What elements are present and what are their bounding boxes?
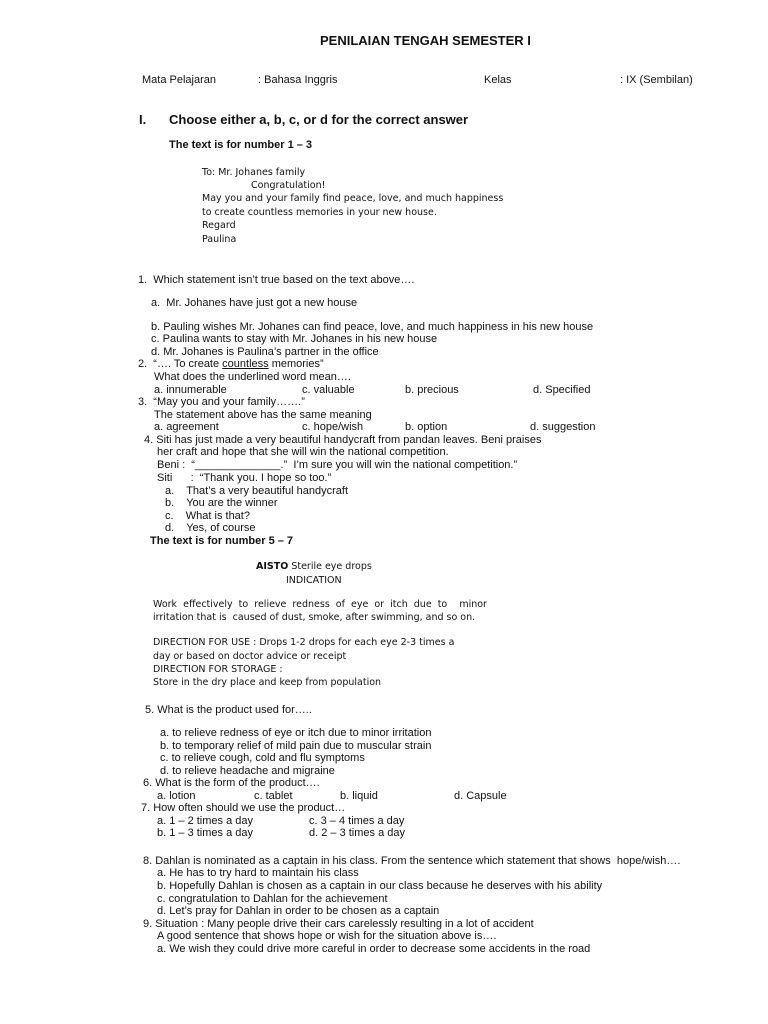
q4-option-a: a. That’s a very beautiful handycraft bbox=[165, 485, 349, 497]
page-title: PENILAIAN TENGAH SEMESTER I bbox=[320, 33, 531, 48]
section-title: Choose either a, b, c, or d for the correct answer bbox=[169, 112, 469, 127]
q2-option-c: c. valuable bbox=[302, 384, 355, 396]
q1-option-a: a. Mr. Johanes have just got a new house bbox=[151, 297, 358, 309]
q3-option-a: a. agreement bbox=[154, 421, 219, 433]
indication-line: Work effectively to relieve redness of eye or itch due to minor bbox=[153, 599, 487, 610]
q7-option-c: c. 3 – 4 times a day bbox=[309, 815, 405, 827]
q2-question: What does the underlined word mean…. bbox=[154, 371, 351, 383]
letter-line: Regard bbox=[202, 220, 236, 231]
q6-option-a: a. lotion bbox=[157, 790, 196, 802]
letter-line: to create countless memories in your new house. bbox=[202, 207, 437, 218]
q8-option-c: c. congratulation to Dahlan for the achievement bbox=[157, 893, 388, 905]
q5-option-c: c. to relieve cough, cold and flu symptoms bbox=[160, 752, 365, 764]
section-number: I. bbox=[139, 112, 147, 127]
subject-value: : Bahasa Inggris bbox=[258, 74, 338, 86]
q6-option-c: c. tablet bbox=[254, 790, 293, 802]
q9-option-a: a. We wish they could drive more careful in order to decrease some accidents in the road bbox=[157, 943, 591, 955]
q3-question: The statement above has the same meaning bbox=[154, 409, 372, 421]
q5-option-b: b. to temporary relief of mild pain due to muscular strain bbox=[160, 740, 432, 752]
direction-for-storage-label: DIRECTION FOR STORAGE : bbox=[153, 664, 283, 675]
q8-option-d: d. Let’s pray for Dahlan in order to be chosen as a captain bbox=[157, 905, 440, 917]
q4-option-c: c. What is that? bbox=[165, 510, 250, 522]
class-label: Kelas bbox=[484, 74, 512, 86]
question-3: 3. “May you and your family…….” bbox=[138, 396, 305, 408]
direction-for-use-line: day or based on doctor advice or receipt bbox=[153, 651, 347, 662]
q7-option-d: d. 2 – 3 times a day bbox=[309, 827, 405, 839]
class-value: : IX (Sembilan) bbox=[620, 74, 693, 86]
q6-option-d: d. Capsule bbox=[454, 790, 507, 802]
q4-option-d: d. Yes, of course bbox=[165, 522, 256, 534]
q3-option-c: c. hope/wish bbox=[302, 421, 364, 433]
q7-option-b: b. 1 – 3 times a day bbox=[157, 827, 253, 839]
letter-line: Paulina bbox=[202, 234, 237, 245]
q8-option-b: b. Hopefully Dahlan is chosen as a captain in our class because he deserves with his ability bbox=[157, 880, 603, 892]
q2-option-b: b. precious bbox=[405, 384, 459, 396]
question-9: 9. Situation : Many people drive their cars carelessly resulting in a lot of accident bbox=[143, 918, 534, 930]
q4-line: Beni : “______________.” I’m sure you will win the national competition.” bbox=[157, 459, 518, 471]
question-4: 4. Siti has just made a very beautiful handycraft from pandan leaves. Beni praises bbox=[144, 434, 542, 446]
q9-question: A good sentence that shows hope or wish for the situation above is…. bbox=[157, 930, 497, 942]
text-heading-5-7: The text is for number 5 – 7 bbox=[150, 535, 294, 547]
letter-line: May you and your family find peace, love, and much happiness bbox=[202, 193, 504, 204]
indication-heading: INDICATION bbox=[286, 575, 342, 586]
q4-option-b: b. You are the winner bbox=[165, 497, 278, 509]
question-5: 5. What is the product used for….. bbox=[145, 704, 312, 716]
q1-option-c: c. Paulina wants to stay with Mr. Johanes in his new house bbox=[151, 333, 438, 345]
question-6: 6. What is the form of the product…. bbox=[143, 777, 320, 789]
question-1: 1. Which statement isn’t true based on the text above…. bbox=[138, 274, 415, 286]
q2-option-d: d. Specified bbox=[533, 384, 591, 396]
q4-line: Siti : “Thank you. I hope so too.” bbox=[157, 472, 332, 484]
product-name: AISTO Sterile eye drops bbox=[256, 561, 372, 572]
q8-option-a: a. He has to try hard to maintain his class bbox=[157, 867, 359, 879]
q2-option-a: a. innumerable bbox=[154, 384, 227, 396]
text-heading-1-3: The text is for number 1 – 3 bbox=[169, 139, 313, 151]
indication-line: irritation that is caused of dust, smoke, after swimming, and so on. bbox=[153, 612, 476, 623]
underlined-word: countless bbox=[222, 358, 269, 370]
q3-option-b: b. option bbox=[405, 421, 448, 433]
letter-line: To: Mr. Johanes family bbox=[202, 167, 306, 178]
letter-line: Congratulation! bbox=[251, 180, 326, 191]
q5-option-d: d. to relieve headache and migraine bbox=[160, 765, 335, 777]
q4-line: her craft and hope that she will win the national competition. bbox=[157, 446, 449, 458]
q5-option-a: a. to relieve redness of eye or itch due to minor irritation bbox=[160, 727, 432, 739]
direction-for-use: DIRECTION FOR USE : Drops 1-2 drops for each eye 2-3 times a bbox=[153, 637, 455, 648]
question-2: 2. “…. To create countless memories” bbox=[138, 358, 324, 370]
q6-option-b: b. liquid bbox=[340, 790, 378, 802]
direction-for-storage: Store in the dry place and keep from population bbox=[153, 677, 382, 688]
q7-option-a: a. 1 – 2 times a day bbox=[157, 815, 253, 827]
subject-label: Mata Pelajaran bbox=[142, 74, 216, 86]
q1-option-b: b. Pauling wishes Mr. Johanes can find peace, love, and much happiness in his new house bbox=[151, 321, 594, 333]
question-7: 7. How often should we use the product… bbox=[141, 802, 346, 814]
question-8: 8. Dahlan is nominated as a captain in his class. From the sentence which statement that shows hope/wish…. bbox=[143, 855, 681, 867]
q1-option-d: d. Mr. Johanes is Paulina’s partner in the office bbox=[151, 346, 379, 358]
q3-option-d: d. suggestion bbox=[530, 421, 596, 433]
